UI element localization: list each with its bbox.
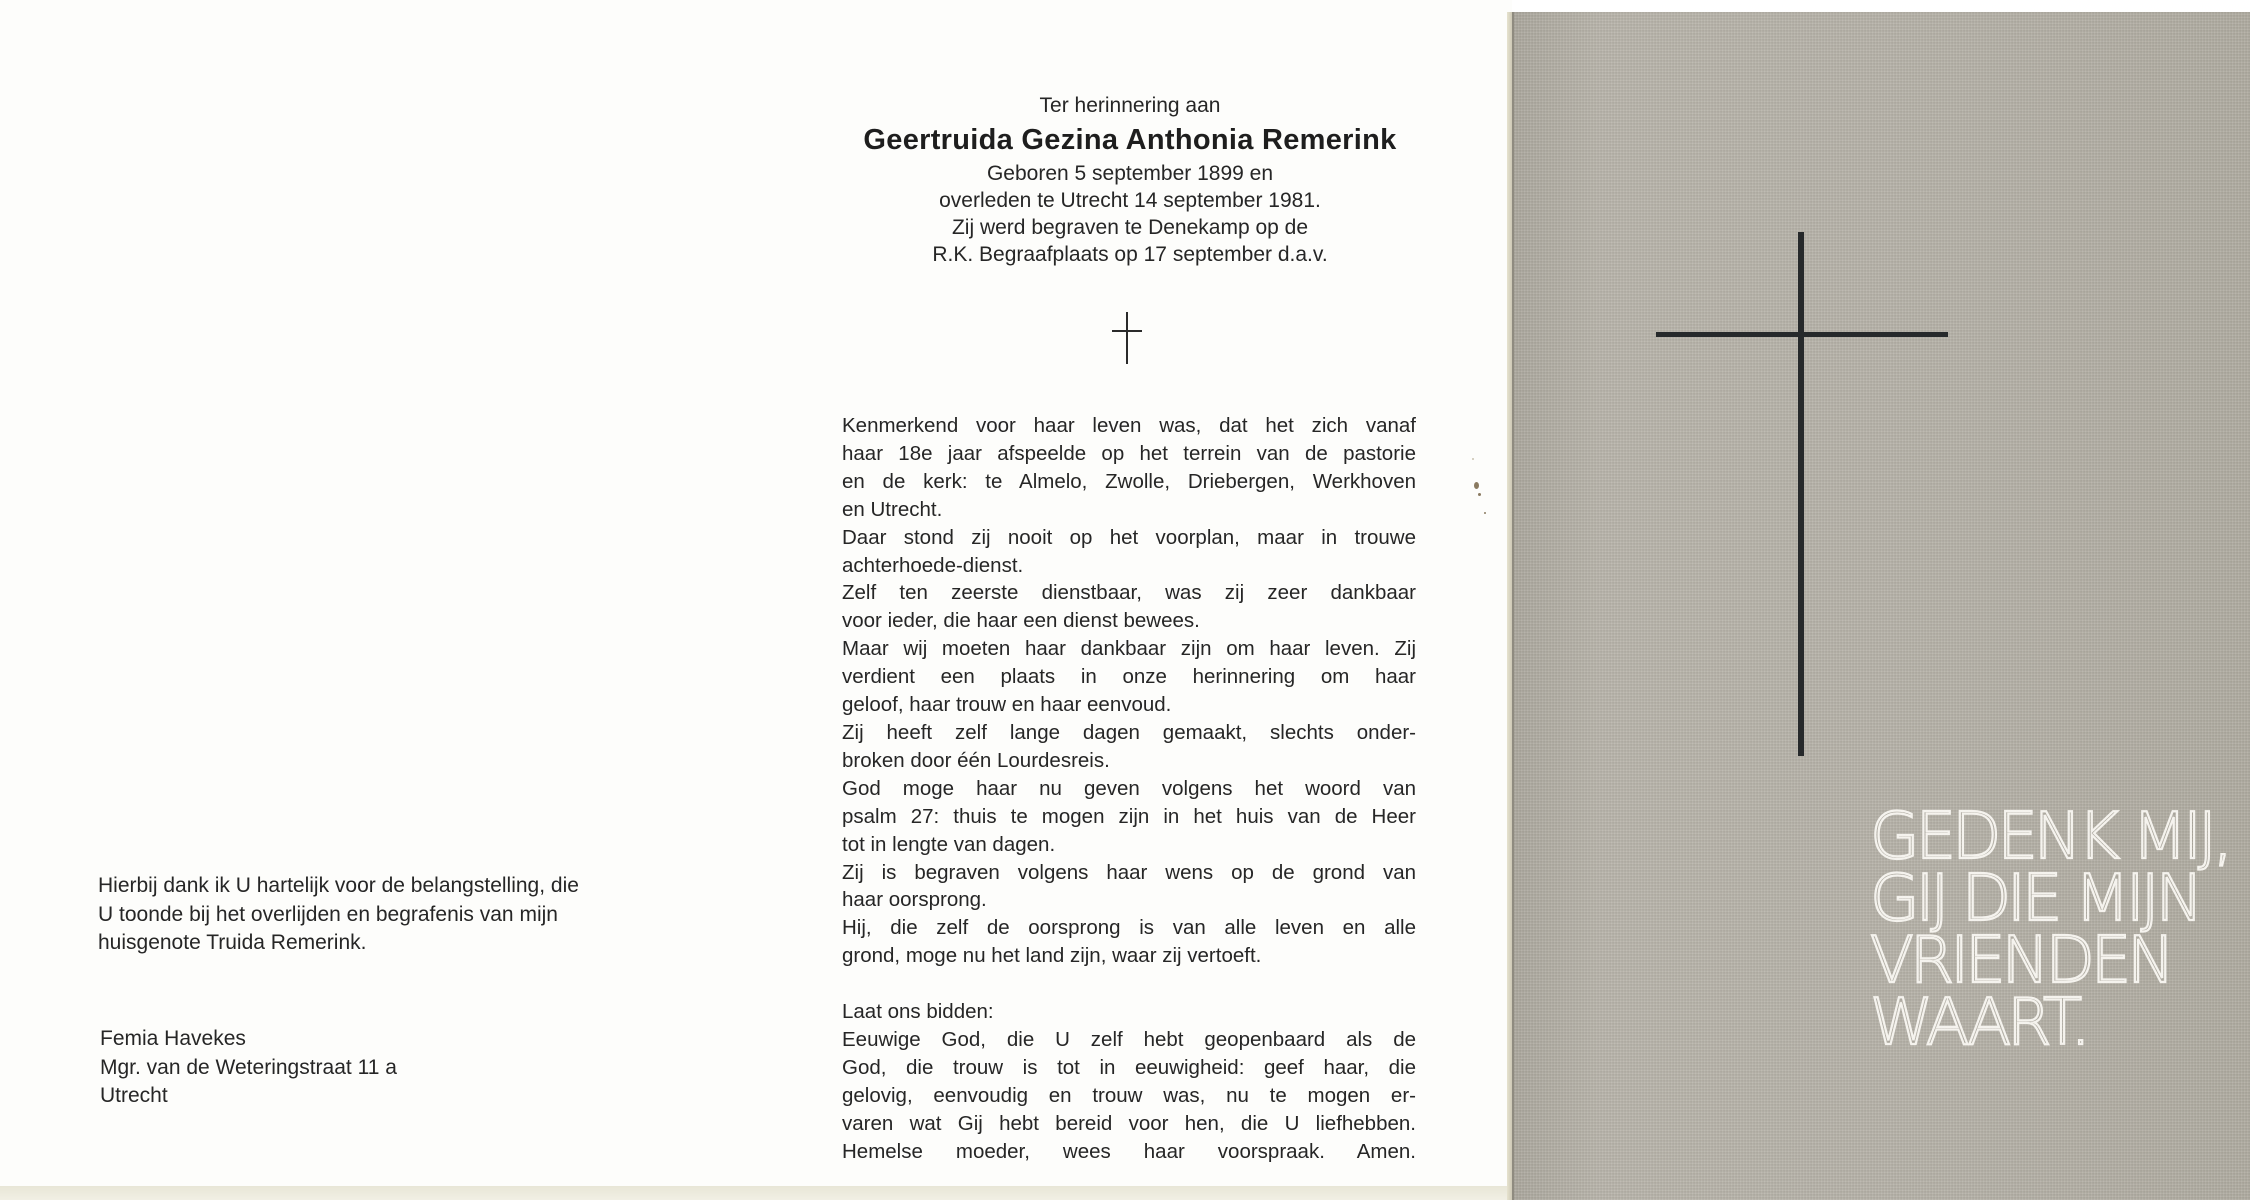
details-line: R.K. Begraafplaats op 17 september d.a.v. [932, 243, 1328, 266]
thanks-line: U toonde bij het overlijden en begrafenis van mijn [98, 902, 558, 926]
text-line: Zij is begraven volgens haar wens op de grond van [842, 860, 1416, 884]
text-line: verdient een plaats in onze herinnering om haar [842, 665, 1416, 689]
text-line: voor ieder, die haar een dienst bewees. [842, 609, 1200, 633]
signatory-name: Femia Havekes [100, 1027, 246, 1050]
prayer-line: varen wat Gij hebt bereid voor hen, die U liefhebben. [842, 1111, 1416, 1135]
signatory-city: Utrecht [100, 1084, 168, 1107]
signature-block [100, 1025, 397, 1111]
text-line: geloof, haar trouw en haar eenvoud. [842, 693, 1172, 717]
text-line: en Utrecht. [842, 497, 943, 521]
prayer-line: Eeuwige God, die U zelf hebt geopenbaard als de [842, 1027, 1416, 1051]
text-line: haar oorsprong. [842, 888, 987, 912]
prayer-line: gelovig, eenvoudig en trouw was, nu te mogen er- [842, 1083, 1416, 1107]
text-line: Maar wij moeten haar dankbaar zijn om haar leven. Zij [842, 637, 1416, 661]
motto-line: WAART. [1870, 986, 2087, 1060]
card-bottom-edge [0, 1186, 1512, 1200]
details-line: Geboren 5 september 1899 en [986, 162, 1274, 185]
scan-speck [1474, 482, 1479, 489]
thanks-note [98, 872, 672, 958]
thanks-line: Hierbij dank ik U hartelijk voor de belangstelling, die [98, 874, 579, 897]
prayer-line: Hemelse moeder, wees haar voorspraak. Amen. [842, 1139, 1416, 1163]
motto-outline-text [1870, 800, 2250, 1060]
text-line: God moge haar nu geven volgens het woord van [842, 776, 1416, 800]
motto-line: GIJ DIE MIJN [1870, 862, 2200, 936]
intro-line: Ter herinnering aan [1039, 94, 1221, 117]
details-line: overleden te Utrecht 14 september 1981. [939, 189, 1321, 212]
text-line: Daar stond zij nooit op het voorplan, maar in trouwe [842, 525, 1416, 549]
prayer-heading: Laat ons bidden: [842, 1000, 994, 1024]
text-line: en de kerk: te Almelo, Zwolle, Driebergen, Werkhoven [842, 469, 1416, 493]
thanks-line: huisgenote Truida Remerink. [98, 931, 367, 954]
text-line: Hij, die zelf de oorsprong is van alle leven en alle [842, 916, 1416, 940]
text-line: achterhoede-dienst. [842, 553, 1024, 577]
text-line: Zij heeft zelf lange dagen gemaakt, slechts onder- [842, 720, 1416, 744]
large-cross-icon [1656, 232, 1948, 756]
motto-line: GEDENK MIJ, [1870, 800, 2230, 874]
memorial-text [842, 412, 1416, 1165]
cover-top-edge [1512, 0, 2250, 12]
deceased-name: Geertruida Gezina Anthonia Remerink [863, 124, 1397, 156]
text-line: haar 18e jaar afspeelde op het terrein van de pastorie [842, 441, 1416, 465]
text-line: Kenmerkend voor haar leven was, dat het zich vanaf [842, 414, 1416, 437]
scan-speck [1478, 493, 1481, 496]
small-cross-icon [1112, 312, 1142, 364]
text-line: tot in lengte van dagen. [842, 832, 1056, 856]
details-line: Zij werd begraven te Denekamp op de [951, 216, 1309, 239]
cover-motto [1870, 800, 2250, 1065]
scan-speck [1484, 512, 1486, 514]
prayer-line: God, die trouw is tot in eeuwigheid: geef haar, die [842, 1055, 1416, 1079]
signatory-street: Mgr. van de Weteringstraat 11 a [100, 1055, 397, 1079]
scan-speck [1472, 458, 1474, 460]
motto-line: VRIENDEN [1870, 924, 2172, 998]
memorial-header [800, 92, 1460, 268]
text-line: broken door één Lourdesreis. [842, 748, 1110, 772]
text-line: grond, moge nu het land zijn, waar zij vertoeft. [842, 944, 1262, 968]
text-line: psalm 27: thuis te mogen zijn in het huis van de Heer [842, 804, 1416, 828]
text-line: Zelf ten zeerste dienstbaar, was zij zeer dankbaar [842, 581, 1416, 605]
